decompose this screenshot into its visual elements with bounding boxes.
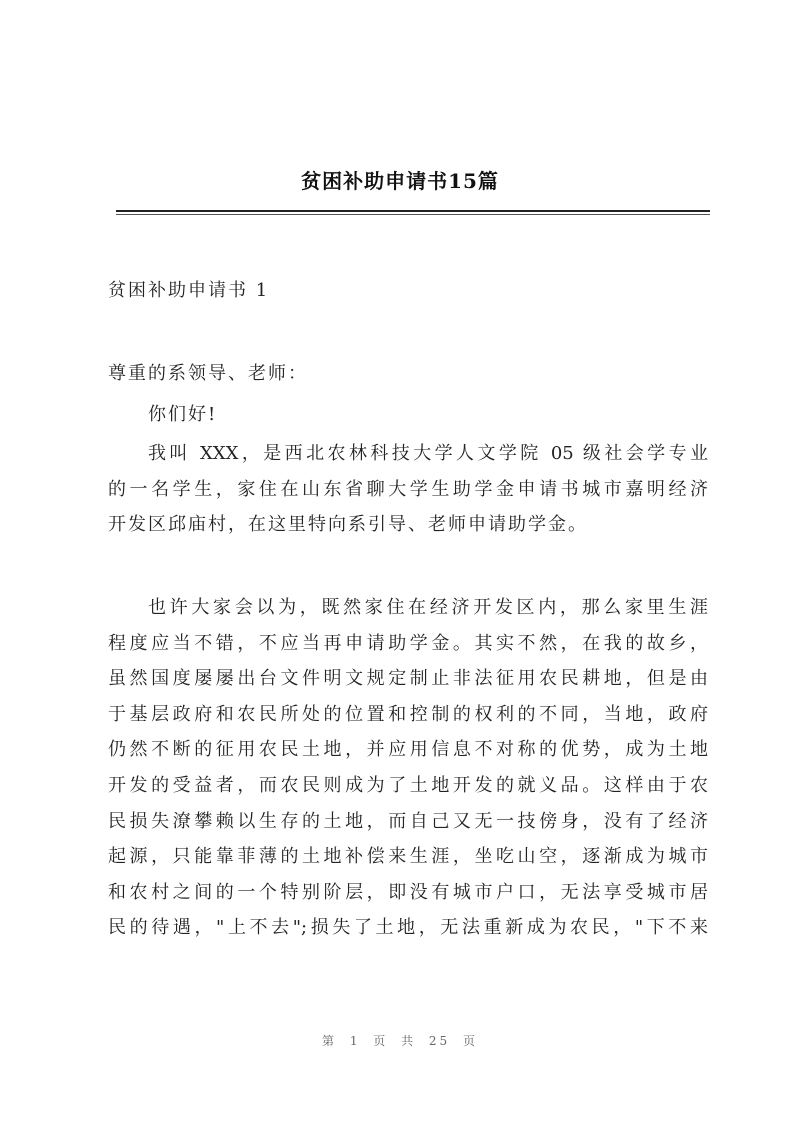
paragraph (108, 590, 708, 946)
paragraph-line: 开发的受益者，而农民则成为了土地开发的就义品。这样由于农 (108, 774, 708, 796)
salutation: 尊重的系领导、老师： (108, 363, 308, 384)
paragraph-line: 我叫 XXX，是西北农林科技大学人文学院 05 级社会学专业 (148, 443, 708, 464)
paragraph-line: 程度应当不错，不应当再申请助学金。其实不然，在我的故乡， (108, 632, 708, 654)
paragraph-line: 于基层政府和农民所处的位置和控制的权利的不同，当地，政府 (108, 703, 708, 725)
paragraph-line: 虽然国度屡屡出台文件明文规定制止非法征用农民耕地，但是由 (108, 668, 708, 690)
paragraph-line: 民的待遇，"上不去";损失了土地，无法重新成为农民，"下不来 (108, 917, 708, 939)
paragraph-line: 起源，只能靠菲薄的土地补偿来生涯，坐吃山空，逐渐成为城市 (108, 846, 708, 868)
title-divider (116, 210, 710, 212)
section-heading: 贫困补助申请书 1 (108, 280, 270, 301)
paragraph (108, 436, 708, 543)
paragraph-line: 仍然不断的征用农民土地，并应用信息不对称的优势，成为土地 (108, 739, 708, 761)
paragraph-line: 开发区邱庙村，在这里特向系引导、老师申请助学金。 (108, 514, 588, 536)
paragraph-line: 民损失潦攀赖以生存的土地，而自己又无一技傍身，没有了经济 (108, 810, 708, 832)
title-divider-thin (116, 214, 710, 215)
greeting: 你们好! (148, 404, 218, 425)
paragraph-line: 也许大家会以为，既然家住在经济开发区内，那么家里生涯 (148, 597, 708, 618)
page-number: 第 1 页 共 25 页 (322, 1034, 478, 1048)
document-title: 贫困补助申请书15篇 (301, 169, 499, 193)
paragraph-line: 和农村之间的一个特别阶层，即没有城市户口，无法享受城市居 (108, 881, 708, 903)
paragraph-line: 的一名学生，家住在山东省聊大学生助学金申请书城市嘉明经济 (108, 478, 708, 500)
